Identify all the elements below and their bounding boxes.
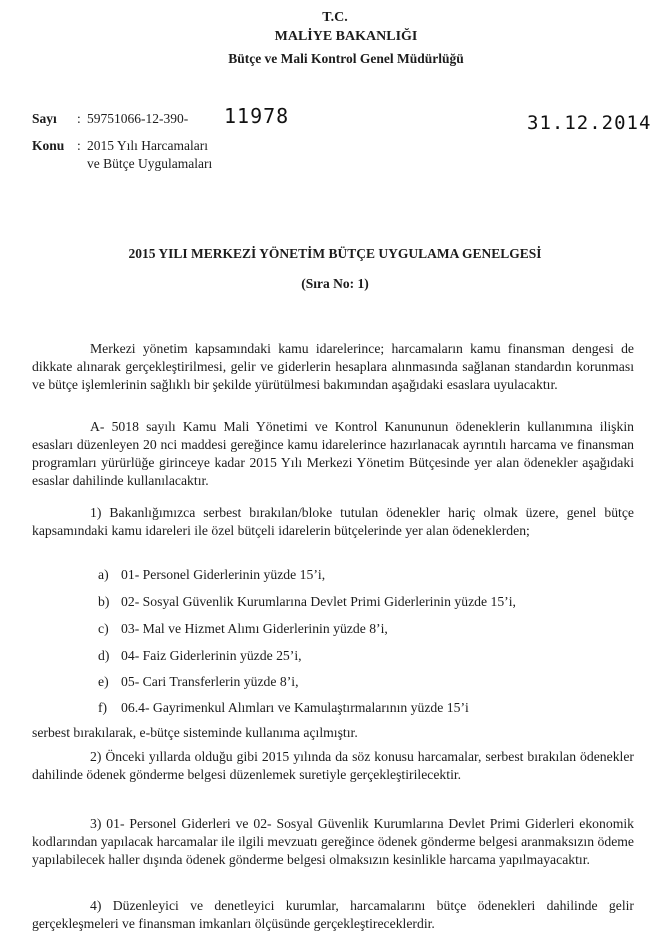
list-item: d) 04- Faiz Giderlerinin yüzde 25’i, [98,648,302,663]
list-item: a) 01- Personel Giderlerinin yüzde 15’i, [98,567,326,582]
document-subtitle: (Sıra No: 1) [301,276,369,291]
header-ministry: MALİYE BAKANLIĞI [274,29,418,44]
header-directorate: Bütçe ve Mali Kontrol Genel Müdürlüğü [228,51,464,66]
konu-label: Konu [32,138,65,153]
intro-paragraph: Merkezi yönetim kapsamındaki kamu idarelerince; harcamaların kamu finansman dengesi de dikkate alınarak gerçekleştirilmesi, gelir ve giderlerin hesaplara alınmasında sağlanan standardın korunması ve bütçe işlemlerinin sağlıklı bir şekilde yürütülmesi bakımından aşağıdaki esaslara uyulacaktır. [32,341,634,392]
list-item: b) 02- Sosyal Güvenlik Kurumlarına Devlet Primi Giderlerinin yüzde 15’i, [98,594,516,609]
konu-line2: ve Bütçe Uygulamaları [87,156,213,171]
sayi-handwritten-number: 11978 [224,104,290,128]
item-1-paragraph: 1) Bakanlığımızca serbest bırakılan/bloke tutulan ödenekler hariç olmak üzere, genel bütçe kapsamındaki kamu idareleri ile özel bütçeli idarelerin bütçelerinde yer alan ödeneklerden; [32,505,634,538]
handwritten-date: 31.12.2014 [527,112,652,134]
item-3-paragraph: 3) 01- Personel Giderleri ve 02- Sosyal Güvenlik Kurumlarına Devlet Primi Giderleri ekonomik kodlarından yapılacak harcamalar ile ilgili mevzuatı gereğince ödenek gönderme belgesi aranmaksızın ödeme yapılabilecek haller dışında ödenek gönderme belgesi olmaksızın kesinlikle harcama yapılmayacaktır. [32,816,634,867]
list-item: f) 06.4- Gayrimenkul Alımları ve Kamulaştırmalarının yüzde 15’i [98,700,469,715]
section-a-paragraph: A- 5018 sayılı Kamu Mali Yönetimi ve Kontrol Kanununun ödeneklerin kullanımına ilişkin esasları düzenleyen 20 nci maddesi gereğince kamu idarelerince hazırlanacak ayrıntılı harcama ve finansman programları yürürlüğe girinceye kadar 2015 Yılı Merkezi Yönetim Bütçesinde yer alan ödenekler aşağıdaki esaslar dahilinde kullanılacaktır. [32,419,634,488]
item-4-paragraph: 4) Düzenleyici ve denetleyici kurumlar, harcamalarını bütçe ödenekleri dahilinde gelir gerçekleşmeleri ve finansman imkanları ölçüsünde gerçekleştireceklerdir. [32,898,634,931]
item-2-paragraph: 2) Önceki yıllarda olduğu gibi 2015 yılında da söz konusu harcamalar, serbest bırakılan ödenekler dahilinde ödenek gönderme belgesi düzenlemek suretiyle gerçekleştirilecektir. [32,749,634,782]
konu-line1: 2015 Yılı Harcamaları [87,138,208,153]
document-title: 2015 YILI MERKEZİ YÖNETİM BÜTÇE UYGULAMA GENELGESİ [128,246,542,261]
sayi-value: 59751066-12-390- [87,111,189,126]
konu-row: Konu : 2015 Yılı Harcamaları [32,138,208,153]
header-tc: T.C. [322,10,348,25]
list-item: c) 03- Mal ve Hizmet Alımı Giderlerinin yüzde 8’i, [98,621,388,636]
list-after-text: serbest bırakılarak, e-bütçe sisteminde kullanıma açılmıştır. [32,725,358,740]
sayi-label: Sayı [32,111,57,126]
sayi-row: Sayı : 59751066-12-390- [32,111,189,126]
list-item: e) 05- Cari Transferlerin yüzde 8’i, [98,674,299,689]
